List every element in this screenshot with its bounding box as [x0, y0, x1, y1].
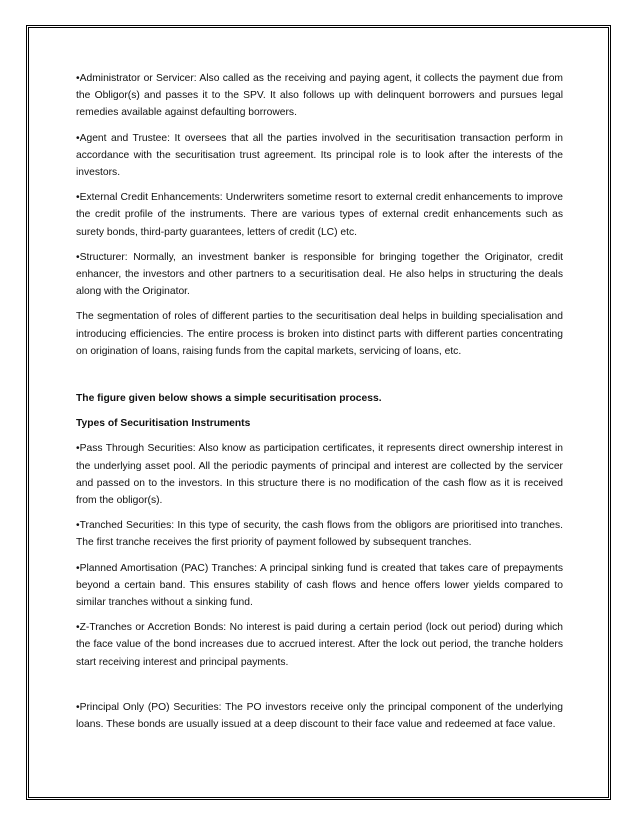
paragraph-external-credit-enhancements: •External Credit Enhancements: Underwriters sometime resort to external credit enhancements to improve the credit profile of the instruments. There are various types of external credit enhancements such as surety bonds, third-party guarantees, letters of credit (LC) etc. — [76, 192, 563, 238]
paragraph-tranched-securities: •Tranched Securities: In this type of security, the cash flows from the obligors are prioritised into tranches. The first tranche receives the first priority of payment followed by subsequent tranches. — [76, 520, 563, 549]
paragraph-administrator-servicer: •Administrator or Servicer: Also called as the receiving and paying agent, it collects the payment due from the Obligor(s) and passes it to the SPV. It also follows up with delinquent borrowers and pursues legal remedies available against defaulting borrowers. — [76, 73, 563, 119]
paragraph-pass-through-securities: •Pass Through Securities: Also know as participation certificates, it represents direct ownership interest in the underlying asset pool. All the periodic payments of principal and interest are collected by the servicer and passed on to the investors. In this structure there is no modification of the cash flow as it is received from the obligor(s). — [76, 443, 563, 507]
paragraph-principal-only-securities: •Principal Only (PO) Securities: The PO investors receive only the principal component of the underlying loans. These bonds are usually issued at a deep discount to their face value and redeemed at face value. — [76, 701, 563, 731]
paragraph-pac-tranches: •Planned Amortisation (PAC) Tranches: A principal sinking fund is created that takes care of prepayments beyond a certain band. This ensures stability of cash flows and hence offers lower yields compared to similar tranches without a sinking fund. — [76, 562, 563, 609]
figure-intro-heading: The figure given below shows a simple securitisation process. — [76, 393, 382, 405]
paragraph-z-tranches: •Z-Tranches or Accretion Bonds: No interest is paid during a certain period (lock out period) during which the face value of the bond increases due to accrued interest. After the lock out period, the tranche holders start receiving interest and principal payments. — [76, 622, 563, 668]
section-heading-types-of-instruments: Types of Securitisation Instruments — [76, 418, 251, 430]
paragraph-agent-trustee: •Agent and Trustee: It oversees that all the parties involved in the securitisation transaction perform in accordance with the securitisation trust agreement. Its principal role is to look after the interests of the investors. — [76, 132, 563, 179]
paragraph-segmentation-of-roles: The segmentation of roles of different parties to the securitisation deal helps in building specialisation and introducing efficiencies. The entire process is broken into distinct parts with different parties concentrating on origination of loans, raising funds from the capital markets, servicing of loans, etc. — [76, 311, 563, 357]
paragraph-structurer: •Structurer: Normally, an investment banker is responsible for bringing together the Originator, credit enhancer, the investors and other partners to a securitisation deal. He also helps in structuring the deals along with the Originator. — [76, 251, 563, 298]
document-body — [76, 70, 563, 733]
